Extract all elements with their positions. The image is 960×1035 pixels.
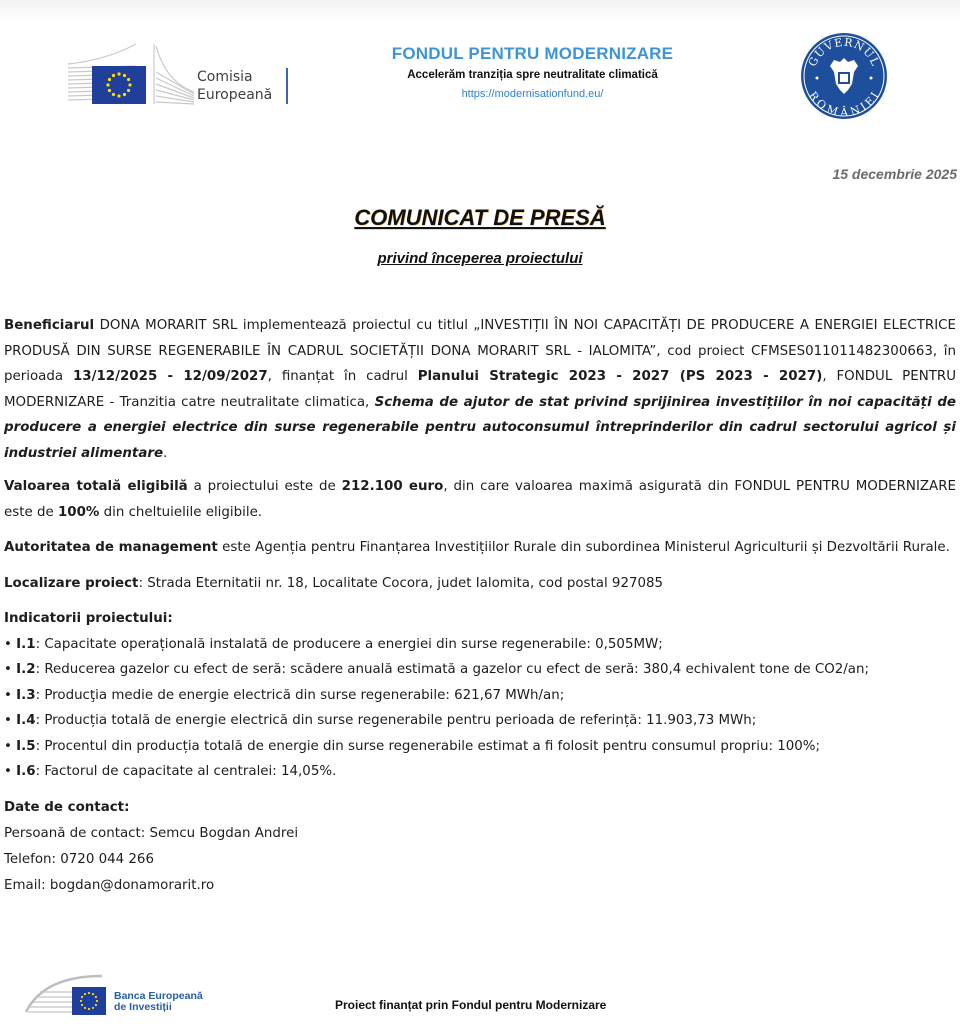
eu-flag: [92, 66, 146, 104]
indicators-list: [4, 632, 956, 785]
eligible-text-2: , din care valoarea maximă asigurată din FONDUL PENTRU MODERNIZARE este de: [4, 479, 956, 520]
indicator-item: [4, 734, 956, 760]
eu-star-icon: [81, 1004, 83, 1006]
indicator-item: [4, 708, 956, 734]
project-period: 13/12/2025 - 12/09/2027: [72, 369, 268, 384]
ec-building-icon: [66, 42, 196, 106]
svg-text:ROMÂNIEI: ROMÂNIEI: [806, 89, 883, 120]
eu-star-icon: [123, 93, 126, 96]
managing-authority-label: Autoritatea de management: [4, 540, 218, 555]
eligible-value-label: Valoarea totală eligibilă: [4, 479, 188, 494]
eu-star-icon: [81, 996, 83, 998]
press-release-date: 15 decembrie 2025: [832, 166, 957, 182]
eu-star-icon: [106, 83, 109, 86]
strategic-plan: Planului Strategic 2023 - 2027 (PS 2023 - 2027): [417, 369, 823, 384]
period-mark: .: [163, 445, 168, 461]
eu-star-icon: [96, 1000, 98, 1002]
eu-star-icon: [108, 78, 111, 81]
bullet-icon: •: [4, 713, 12, 728]
contact-phone: Telefon: 0720 044 266: [4, 851, 154, 867]
indicator-code: I.1: [16, 636, 36, 652]
eu-star-icon: [117, 72, 120, 75]
bullet-icon: •: [4, 662, 12, 677]
fund-tagline: Accelerăm tranziția spre neutralitate climatică: [407, 69, 658, 81]
aid-scheme: Schema de ajutor de stat privind sprijinirea investițiilor în noi capacități de producere a energiei electrice din surse regenerabile pentru autoconsumul întreprinderilor din cadrul sectorului agricol și industriei alimentare: [4, 394, 956, 461]
eu-star-icon: [108, 89, 111, 92]
indicator-text: : Reducerea gazelor cu efect de seră: scădere anuală estimată a gazelor cu efect de seră: 380,4 echivalent tone de CO2/an;: [35, 662, 869, 677]
eib-name-line2: de Investiții: [114, 1001, 172, 1013]
indicator-code: I.3: [16, 687, 36, 703]
eu-star-icon: [80, 1000, 82, 1002]
eu-star-icon: [95, 1004, 97, 1006]
svg-text:GUVERNUL: GUVERNUL: [805, 35, 883, 69]
press-release-body: [4, 313, 956, 899]
indicator-item: [4, 657, 956, 683]
eligible-text-1: a proiectului este de: [187, 479, 342, 494]
eu-star-icon: [127, 89, 130, 92]
location-label: Localizare proiect: [4, 575, 139, 591]
indicator-text: : Producția totală de energie electrică din surse regenerabile pentru perioada de referință: 11.903,73 MWh;: [35, 713, 757, 728]
eu-star-icon: [95, 996, 97, 998]
eu-star-icon: [92, 1007, 94, 1009]
eu-star-icon: [88, 1008, 90, 1010]
indicator-item: [4, 683, 956, 709]
indicators-heading-text: Indicatorii proiectului:: [4, 611, 173, 626]
indicator-code: I.4: [16, 713, 36, 728]
european-commission-logo: [66, 42, 291, 106]
eu-star-icon: [128, 83, 131, 86]
eligible-value-paragraph: [4, 474, 956, 525]
ec-name-line2: Europeană: [197, 87, 273, 103]
location-text: : Strada Eternitatii nr. 18, Localitate Cocora, judet Ialomita, cod postal 927085: [138, 575, 664, 591]
eligible-text-3: din cheltuielile eligibile.: [99, 504, 263, 520]
indicator-item: [4, 759, 956, 785]
fund-header: [360, 44, 705, 101]
contact-heading: Date de contact:: [4, 799, 130, 815]
contact-person: Persoană de contact: Semcu Bogdan Andrei: [4, 825, 299, 841]
fund-url-link[interactable]: https://modernisationfund.eu/: [461, 88, 604, 100]
indicators-heading: [4, 606, 956, 632]
page-subtitle: privind începerea proiectului: [377, 250, 583, 267]
indicator-item: [4, 632, 956, 658]
eu-star-icon: [112, 74, 115, 77]
bullet-icon: •: [4, 764, 12, 779]
indicator-text: : Procentul din producția totală de energie din surse regenerabile estimat a fi folosit pentru consumul propriu: 100%;: [35, 738, 821, 754]
government-emblem-icon: [800, 32, 888, 120]
bullet-icon: •: [4, 738, 12, 754]
funding-footer-note: Proiect finanțat prin Fondul pentru Modernizare: [335, 998, 607, 1012]
eu-star-icon: [84, 993, 86, 995]
eu-star-icon: [88, 992, 90, 994]
contact-email: Email: bogdan@donamorarit.ro: [4, 877, 215, 893]
eu-star-icon: [92, 993, 94, 995]
eib-building-icon: [24, 970, 114, 1020]
bullet-icon: •: [4, 636, 12, 652]
romanian-government-seal: [800, 32, 888, 120]
eligible-value-amount: 212.100 euro: [341, 479, 444, 494]
indicator-code: I.2: [16, 662, 36, 677]
contact-section: [4, 795, 956, 899]
eu-star-icon: [123, 74, 126, 77]
beneficiary-label: Beneficiarul: [4, 318, 95, 333]
indicator-text: : Factorul de capacitate al centralei: 14,05%.: [35, 764, 337, 779]
fund-title: FONDUL PENTRU MODERNIZARE: [391, 44, 674, 63]
eib-name-line1: Banca Europeană: [114, 990, 203, 1002]
ec-name-line1: Comisia: [197, 69, 253, 85]
indicator-text: : Producţia medie de energie electrică din surse regenerabile: 621,67 MWh/an;: [35, 687, 565, 703]
funding-percent: 100%: [57, 504, 100, 520]
top-shadow: [0, 0, 960, 22]
eu-star-icon: [112, 93, 115, 96]
indicator-code: I.6: [16, 764, 36, 779]
managing-authority-paragraph: [4, 535, 956, 561]
bullet-icon: •: [4, 687, 12, 703]
eu-star-icon: [127, 78, 130, 81]
eu-star-icon: [84, 1007, 86, 1009]
indicator-text: : Capacitate operațională instalată de producere a energiei din surse regenerabile: 0,505MW;: [35, 636, 663, 652]
page-title: COMUNICAT DE PRESĂ: [354, 205, 606, 230]
indicator-code: I.5: [16, 738, 36, 754]
managing-authority-text: este Agenția pentru Finanțarea Investițiilor Rurale din subordinea Ministerul Agriculturii și Dezvoltării Rurale.: [217, 540, 950, 555]
location-paragraph: [4, 571, 956, 597]
funding-text: , finanțat în cadrul: [267, 369, 418, 384]
fund-program-text: , FONDUL PENTRU MODERNIZARE - Tranzitia catre neutralitate climatica,: [4, 369, 956, 410]
ec-divider: [286, 68, 288, 104]
eib-logo: [24, 970, 224, 1020]
project-summary-paragraph: [4, 313, 956, 466]
project-description-text: DONA MORARIT SRL implementează proiectul cu titlul „INVESTIȚII ÎN NOI CAPACITĂȚI DE PRODUCERE A ENERGIEI ELECTRICE PRODUSĂ DIN SURSE REGENERABILE ÎN CADRUL SOCIETĂȚII DONA MORARIT SRL - IALOMITA”, cod proiect CFMSES011011482300663, în perioada: [4, 318, 956, 384]
eu-star-icon: [117, 94, 120, 97]
